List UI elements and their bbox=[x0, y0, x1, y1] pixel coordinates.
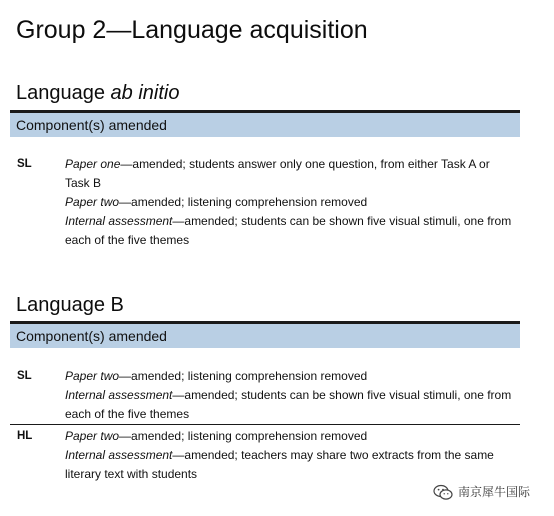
component-entry bbox=[65, 193, 517, 212]
component-entry bbox=[65, 427, 517, 446]
component-change: —amended; listening comprehension removed bbox=[119, 369, 368, 383]
component-name: Paper two bbox=[65, 429, 120, 443]
component-entry bbox=[65, 367, 517, 386]
row-divider bbox=[10, 424, 520, 425]
component-entry bbox=[65, 155, 517, 193]
table-header-label: Component(s) amended bbox=[16, 328, 167, 344]
component-list bbox=[65, 155, 517, 250]
component-list bbox=[65, 427, 517, 484]
component-entry bbox=[65, 212, 517, 250]
wechat-icon bbox=[433, 484, 453, 501]
section-title-ab-initio bbox=[16, 80, 179, 106]
component-name: Paper two bbox=[65, 195, 120, 209]
component-change: —amended; students can be shown five visual stimuli, one from each of the five themes bbox=[65, 214, 512, 247]
component-change: —amended; listening comprehension removed bbox=[119, 195, 368, 209]
component-name: Internal assessment bbox=[65, 388, 173, 402]
component-name: Paper two bbox=[65, 369, 120, 383]
level-label-sl: SL bbox=[17, 370, 32, 382]
level-label-sl: SL bbox=[17, 158, 32, 170]
section-title-emphasis: ab initio bbox=[110, 82, 180, 104]
table-header bbox=[10, 113, 520, 137]
page-title: Group 2—Language acquisition bbox=[16, 16, 368, 44]
component-name: Internal assessment bbox=[65, 448, 173, 462]
section-title-prefix: Language bbox=[16, 82, 111, 104]
component-name: Paper one bbox=[65, 157, 121, 171]
section-title-prefix: Language B bbox=[16, 294, 124, 316]
watermark bbox=[430, 482, 533, 502]
table-header bbox=[10, 324, 520, 348]
watermark-text: 南京犀牛国际 bbox=[458, 485, 531, 499]
component-list bbox=[65, 367, 517, 424]
component-entry bbox=[65, 446, 517, 484]
table-header-label: Component(s) amended bbox=[16, 117, 167, 133]
component-change: —amended; students answer only one question, from either Task A or Task B bbox=[65, 157, 490, 190]
component-entry bbox=[65, 386, 517, 424]
component-change: —amended; teachers may share two extracts from the same literary text with students bbox=[65, 448, 494, 481]
level-label-hl: HL bbox=[17, 430, 33, 442]
component-change: —amended; listening comprehension removed bbox=[119, 429, 368, 443]
section-title-language-b bbox=[16, 292, 124, 318]
component-change: —amended; students can be shown five visual stimuli, one from each of the five themes bbox=[65, 388, 512, 421]
component-name: Internal assessment bbox=[65, 214, 173, 228]
